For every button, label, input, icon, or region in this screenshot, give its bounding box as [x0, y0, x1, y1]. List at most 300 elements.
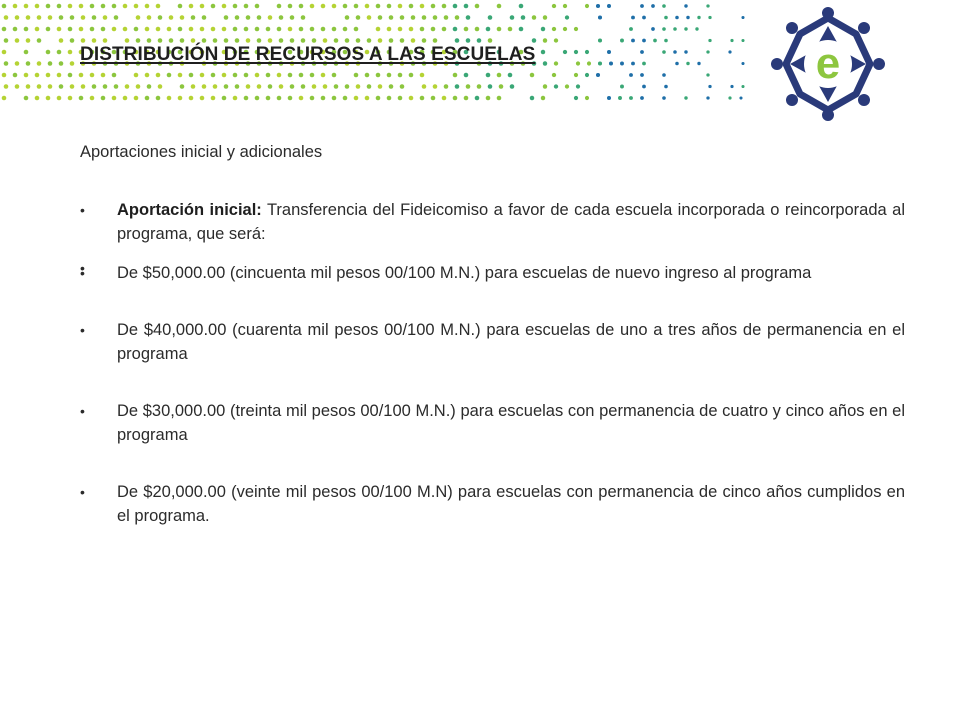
banner-dot	[354, 4, 359, 9]
banner-dot	[145, 96, 150, 101]
banner-dot	[640, 50, 644, 54]
banner-dot	[543, 84, 547, 88]
banner-dot	[453, 4, 458, 9]
list-item-amount-30000	[80, 399, 905, 447]
banner-dot	[433, 15, 438, 20]
banner-dot	[59, 38, 64, 43]
banner-dot	[46, 50, 51, 55]
banner-dot	[48, 61, 53, 66]
banner-dot	[697, 16, 700, 19]
banner-dot	[695, 27, 698, 30]
banner-dot	[497, 73, 502, 78]
banner-dot	[475, 96, 480, 101]
banner-dot	[4, 61, 9, 66]
banner-dot	[301, 84, 306, 89]
banner-dot	[466, 15, 471, 20]
banner-dot	[15, 15, 20, 20]
banner-dot	[257, 38, 262, 43]
banner-dot	[367, 84, 372, 89]
banner-dot	[607, 96, 611, 100]
banner-dot	[191, 15, 196, 20]
banner-dot	[235, 38, 240, 43]
banner-dot	[631, 16, 635, 20]
banner-dot	[59, 84, 64, 89]
banner-dot	[409, 27, 414, 32]
banner-dot	[233, 96, 238, 101]
banner-dot	[299, 4, 304, 9]
banner-dot	[156, 27, 161, 32]
banner-dot	[79, 27, 84, 32]
amount-50000-text: De $50,000.00 (cincuenta mil pesos 00/100 M.N.) para escuelas de nuevo ingreso al programa	[117, 264, 812, 282]
banner-dot	[277, 73, 282, 78]
banner-dot	[323, 84, 328, 89]
banner-dot	[422, 15, 427, 20]
banner-dot	[475, 27, 480, 32]
banner-dot	[189, 4, 194, 9]
banner-dot	[640, 96, 644, 100]
banner-dot	[554, 61, 558, 65]
banner-dot	[178, 4, 183, 9]
banner-dot	[387, 96, 392, 101]
banner-dot	[191, 38, 196, 43]
banner-dot	[158, 38, 163, 43]
banner-dot	[224, 38, 229, 43]
banner-dot	[191, 84, 196, 89]
banner-dot	[125, 84, 130, 89]
banner-dot	[354, 96, 359, 101]
banner-dot	[200, 27, 205, 32]
banner-dot	[662, 27, 666, 31]
banner-dot	[332, 4, 337, 9]
banner-dot	[244, 73, 249, 78]
banner-dot	[147, 38, 152, 43]
banner-dot	[48, 15, 53, 20]
banner-dot	[497, 96, 502, 101]
banner-dot	[629, 96, 633, 100]
banner-dot	[13, 27, 18, 32]
banner-dot	[497, 27, 502, 32]
banner-dot	[598, 61, 602, 65]
banner-dot	[466, 38, 471, 43]
banner-dot	[565, 15, 569, 19]
banner-dot	[299, 73, 304, 78]
banner-dot	[686, 16, 689, 19]
banner-dot	[576, 61, 580, 65]
banner-dot	[431, 96, 436, 101]
banner-dot	[158, 84, 163, 89]
banner-dot	[202, 15, 207, 20]
banner-dot	[730, 85, 733, 88]
banner-dot	[211, 4, 216, 9]
banner-dot	[35, 4, 40, 9]
banner-dot	[444, 15, 449, 20]
banner-dot	[90, 27, 95, 32]
banner-dot	[684, 50, 687, 53]
banner-dot	[530, 73, 535, 78]
banner-dot	[741, 16, 744, 19]
banner-dot	[101, 4, 106, 9]
banner-dot	[389, 15, 394, 20]
banner-dot	[651, 27, 655, 31]
banner-dot	[2, 27, 7, 32]
banner-dot	[475, 4, 480, 9]
banner-dot	[541, 96, 545, 100]
banner-dot	[257, 15, 262, 20]
banner-dot	[684, 96, 687, 99]
banner-dot	[233, 27, 238, 32]
banner-dot	[334, 84, 339, 89]
banner-dot	[211, 27, 216, 32]
banner-dot	[488, 38, 493, 43]
banner-dot	[345, 84, 350, 89]
banner-dot	[662, 50, 666, 54]
banner-dot	[70, 61, 75, 66]
banner-dot	[563, 27, 567, 31]
banner-dot	[543, 61, 547, 65]
banner-dot	[68, 73, 73, 78]
banner-dot	[255, 27, 260, 32]
banner-dot	[70, 38, 75, 43]
banner-dot	[112, 27, 117, 32]
banner-dot	[167, 27, 172, 32]
banner-dot	[101, 27, 106, 32]
banner-dot	[596, 4, 600, 8]
banner-dot	[728, 50, 731, 53]
banner-dot	[310, 27, 315, 32]
banner-dot	[574, 27, 578, 31]
banner-dot	[321, 4, 326, 9]
banner-dot	[587, 61, 591, 65]
banner-dot	[464, 96, 469, 101]
banner-dot	[255, 96, 260, 101]
banner-dot	[488, 15, 493, 20]
banner-dot	[332, 27, 337, 32]
banner-dot	[13, 73, 18, 78]
banner-dot	[673, 50, 677, 54]
banner-dot	[596, 73, 600, 77]
banner-dot	[310, 96, 315, 101]
banner-dot	[79, 73, 84, 78]
banner-dot	[112, 96, 117, 101]
banner-dot	[103, 38, 108, 43]
banner-dot	[574, 73, 578, 77]
banner-dot	[200, 73, 205, 78]
banner-dot	[48, 84, 53, 89]
banner-dot	[486, 96, 491, 101]
banner-dot	[486, 73, 491, 78]
banner-dot	[70, 15, 75, 20]
banner-dot	[662, 96, 666, 100]
banner-dot	[409, 4, 414, 9]
banner-dot	[46, 96, 51, 101]
banner-dot	[15, 84, 20, 89]
banner-dot	[57, 96, 62, 101]
banner-dot	[585, 4, 589, 8]
banner-dot	[246, 15, 251, 20]
banner-dot	[279, 38, 284, 43]
program-logo	[768, 4, 888, 124]
banner-dot	[387, 4, 392, 9]
banner-dot	[389, 84, 394, 89]
banner-dot	[686, 62, 689, 65]
contribution-list	[80, 198, 905, 528]
banner-dot	[290, 15, 295, 20]
banner-dot	[398, 4, 403, 9]
banner-dot	[684, 27, 687, 30]
banner-dot	[356, 15, 361, 20]
banner-dot	[585, 96, 589, 100]
banner-dot	[576, 84, 580, 88]
banner-dot	[455, 38, 460, 43]
banner-dot	[629, 27, 633, 31]
banner-dot	[543, 15, 547, 19]
banner-dot	[673, 27, 677, 31]
banner-dot	[24, 96, 29, 101]
banner-dot	[156, 4, 161, 9]
banner-dot	[321, 96, 326, 101]
banner-dot	[323, 38, 328, 43]
banner-dot	[222, 4, 227, 9]
banner-dot	[420, 96, 425, 101]
banner-dot	[136, 84, 141, 89]
banner-dot	[433, 38, 438, 43]
banner-dot	[233, 4, 238, 9]
banner-dot	[59, 15, 64, 20]
banner-dot	[13, 4, 18, 9]
slide-subtitle: Aportaciones inicial y adicionales	[80, 143, 323, 161]
banner-dot	[376, 96, 381, 101]
banner-dot	[4, 84, 9, 89]
banner-dot	[35, 27, 40, 32]
banner-dot	[585, 50, 589, 54]
banner-dot	[81, 84, 86, 89]
banner-dot	[530, 96, 535, 101]
banner-dot	[400, 38, 405, 43]
banner-dot	[24, 50, 29, 55]
banner-dot	[114, 84, 119, 89]
banner-dot	[598, 38, 602, 42]
banner-dot	[334, 38, 339, 43]
banner-dot	[288, 73, 293, 78]
banner-dot	[299, 96, 304, 101]
banner-dot	[464, 27, 469, 32]
banner-dot	[90, 96, 95, 101]
banner-dot	[222, 73, 227, 78]
banner-dot	[178, 96, 183, 101]
banner-dot	[398, 73, 403, 78]
banner-dot	[37, 61, 42, 66]
banner-dot	[180, 38, 185, 43]
banner-dot	[57, 73, 62, 78]
banner-dot	[662, 4, 666, 8]
banner-dot	[224, 84, 229, 89]
banner-dot	[244, 4, 249, 9]
banner-dot	[145, 73, 150, 78]
banner-dot	[158, 15, 163, 20]
banner-dot	[26, 15, 31, 20]
banner-dot	[167, 96, 172, 101]
banner-dot	[499, 84, 504, 89]
banner-dot	[631, 39, 635, 43]
banner-dot	[288, 4, 293, 9]
banner-dot	[730, 39, 733, 42]
banner-dot	[145, 27, 150, 32]
banner-dot	[37, 84, 42, 89]
banner-dot	[541, 50, 545, 54]
banner-dot	[268, 15, 273, 20]
banner-dot	[211, 96, 216, 101]
banner-dot	[398, 96, 403, 101]
banner-dot	[741, 62, 744, 65]
banner-dot	[420, 4, 425, 9]
banner-dot	[114, 15, 119, 20]
banner-dot	[598, 15, 602, 19]
banner-dot	[310, 73, 315, 78]
banner-dot	[728, 96, 731, 99]
banner-dot	[233, 73, 238, 78]
banner-dot	[178, 73, 183, 78]
banner-dot	[147, 84, 152, 89]
banner-dot	[2, 50, 7, 55]
banner-dot	[37, 38, 42, 43]
amount-20000-text: De $20,000.00 (veinte mil pesos 00/100 M.N) para escuelas con permanencia de cinco años cumplidos en el programa.	[117, 483, 905, 525]
banner-dot	[411, 38, 416, 43]
banner-dot	[343, 96, 348, 101]
banner-dot	[321, 73, 326, 78]
banner-dot	[2, 73, 7, 78]
banner-dot	[35, 73, 40, 78]
banner-dot	[24, 73, 29, 78]
banner-dot	[244, 27, 249, 32]
banner-dot	[574, 96, 578, 100]
banner-dot	[433, 84, 438, 89]
banner-dot	[26, 84, 31, 89]
banner-dot	[552, 4, 556, 8]
banner-dot	[180, 84, 185, 89]
banner-dot	[378, 84, 383, 89]
banner-dot	[123, 4, 128, 9]
banner-dot	[222, 96, 227, 101]
banner-dot	[266, 96, 271, 101]
banner-dot	[136, 38, 141, 43]
amount-30000-text: De $30,000.00 (treinta mil pesos 00/100 M.N.) para escuelas con permanencia de cuatro y cinco años en el programa	[117, 402, 905, 444]
banner-dot	[156, 73, 161, 78]
banner-dot	[200, 96, 205, 101]
banner-dot	[92, 15, 97, 20]
banner-dot	[400, 15, 405, 20]
banner-dot	[607, 50, 611, 54]
banner-dot	[400, 84, 405, 89]
banner-dot	[68, 96, 73, 101]
banner-dot	[620, 62, 624, 66]
banner-dot	[277, 27, 282, 32]
banner-dot	[68, 50, 73, 55]
banner-dot	[268, 38, 273, 43]
banner-dot	[508, 73, 513, 78]
banner-dot	[398, 27, 403, 32]
banner-dot	[246, 84, 251, 89]
banner-dot	[167, 73, 172, 78]
banner-dot	[620, 85, 624, 89]
banner-dot	[343, 4, 348, 9]
banner-dot	[378, 38, 383, 43]
banner-dot	[46, 73, 51, 78]
banner-dot	[156, 96, 161, 101]
banner-dot	[103, 84, 108, 89]
banner-dot	[57, 4, 62, 9]
banner-dot	[442, 4, 447, 9]
banner-dot	[741, 39, 744, 42]
banner-dot	[653, 39, 657, 43]
banner-dot	[134, 73, 139, 78]
banner-dot	[24, 4, 29, 9]
banner-dot	[708, 39, 711, 42]
banner-dot	[312, 38, 317, 43]
banner-dot	[169, 15, 174, 20]
banner-dot	[37, 15, 42, 20]
banner-dot	[367, 15, 372, 20]
banner-dot	[510, 84, 515, 89]
banner-dot	[103, 15, 108, 20]
banner-dot	[378, 15, 383, 20]
banner-dot	[68, 4, 73, 9]
banner-dot	[684, 4, 687, 7]
banner-dot	[552, 27, 556, 31]
banner-dot	[739, 96, 742, 99]
banner-dot	[411, 15, 416, 20]
banner-dot	[708, 16, 711, 19]
banner-dot	[134, 4, 139, 9]
banner-dot	[15, 38, 20, 43]
banner-dot	[409, 73, 414, 78]
banner-dot	[607, 4, 611, 8]
banner-dot	[541, 27, 545, 31]
banner-dot	[266, 73, 271, 78]
banner-dot	[387, 27, 392, 32]
banner-dot	[246, 38, 251, 43]
banner-dot	[466, 84, 471, 89]
list-item-amount-40000	[80, 318, 905, 366]
banner-dot	[675, 62, 679, 66]
banner-dot	[640, 4, 644, 8]
banner-dot	[134, 27, 139, 32]
banner-dot	[497, 4, 502, 9]
banner-dot	[70, 84, 75, 89]
banner-dot	[453, 73, 458, 78]
banner-dot	[46, 4, 51, 9]
banner-dot	[519, 27, 524, 32]
banner-dot	[376, 27, 381, 32]
banner-dot	[224, 15, 229, 20]
banner-dot	[46, 27, 51, 32]
banner-dot	[431, 4, 436, 9]
banner-dot	[345, 38, 350, 43]
banner-dot	[15, 61, 20, 66]
banner-dot	[455, 84, 460, 89]
banner-dot	[519, 4, 524, 9]
banner-dot	[464, 73, 469, 78]
banner-dot	[169, 38, 174, 43]
banner-dot	[202, 38, 207, 43]
banner-dot	[618, 96, 622, 100]
banner-dot	[356, 38, 361, 43]
banner-dot	[92, 84, 97, 89]
banner-dot	[211, 73, 216, 78]
banner-dot	[288, 27, 293, 32]
initial-contribution-text: Transferencia del Fideicomiso a favor de cada escuela incorporada o reincorporada al programa, que será:	[117, 201, 905, 243]
banner-dot	[134, 96, 139, 101]
banner-dot	[706, 50, 709, 53]
